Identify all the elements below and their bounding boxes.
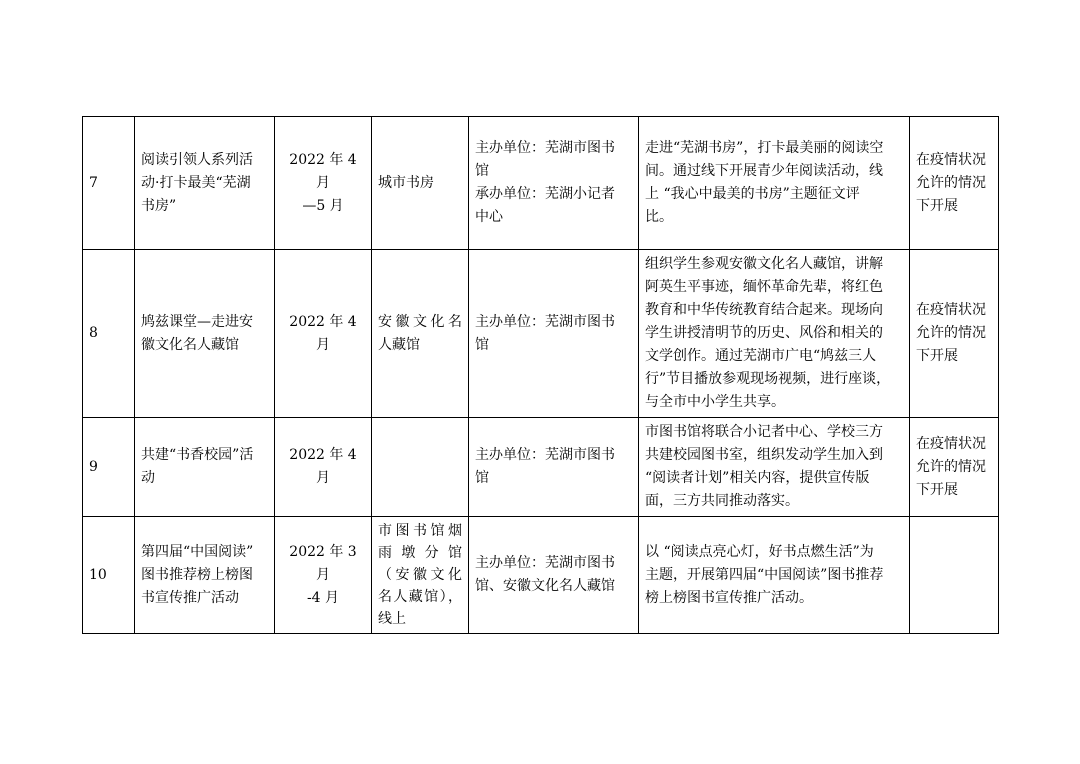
remark-line: 下开展 xyxy=(916,197,958,214)
content-line: 行”节目播放参观现场视频，进行座谈， xyxy=(645,371,891,387)
table-row xyxy=(83,517,999,634)
activity-time xyxy=(275,117,372,250)
content-line: 面，三方共同推动落实。 xyxy=(645,493,799,509)
content-line: 比。 xyxy=(645,209,673,225)
activity-time-line: -4 月 xyxy=(306,589,340,606)
content-line: 榜上榜图书宣传推广活动。 xyxy=(645,589,813,606)
remark-line: 允许的情况 xyxy=(916,325,986,341)
activity-remark xyxy=(910,517,999,634)
activity-content xyxy=(639,418,910,517)
activity-name xyxy=(135,517,275,634)
content-line: 间。通过线下开展青少年阅读活动，线 xyxy=(645,163,883,179)
content-line: 共建校园图书室，组织发动学生加入到 xyxy=(645,447,883,463)
activity-remark xyxy=(910,250,999,418)
table-row xyxy=(83,418,999,517)
activity-time-line: 2022 年 4 月 xyxy=(289,447,357,486)
activity-place-line: 雨 墩 分 馆 xyxy=(378,545,462,561)
activity-place xyxy=(372,418,469,517)
activity-name xyxy=(135,250,275,418)
content-line: 阿英生平事迹，缅怀革命先辈，将红色 xyxy=(645,279,883,295)
activity-name xyxy=(135,418,275,517)
remark-line: 在疫情状况 xyxy=(916,151,986,168)
activity-remark xyxy=(910,117,999,250)
content-line: 市图书馆将联合小记者中心、学校三方 xyxy=(645,424,883,440)
activity-organizer xyxy=(469,117,639,250)
activity-place xyxy=(372,517,469,634)
activity-name-line: 第四届“中国阅读” xyxy=(141,543,254,560)
content-line: 以 “阅读点亮心灯，好书点燃生活”为 xyxy=(645,543,874,560)
activity-content xyxy=(639,250,910,418)
organizer-line: 主办单位：芜湖市图书 xyxy=(475,555,615,571)
remark-line: 在疫情状况 xyxy=(916,302,986,318)
row-number: 9 xyxy=(83,418,135,517)
content-line: 主题，开展第四届“中国阅读”图书推荐 xyxy=(645,566,884,583)
organizer-line: 馆、安徽文化名人藏馆 xyxy=(475,578,615,594)
activity-name-line: 动·打卡最美“芜湖 xyxy=(141,174,251,191)
remark-line: 在疫情状况 xyxy=(916,435,986,452)
activity-table xyxy=(82,116,999,634)
table-row xyxy=(83,250,999,418)
activity-place xyxy=(372,117,469,250)
row-number: 8 xyxy=(83,250,135,418)
activity-name-line: 徽文化名人藏馆 xyxy=(141,336,239,353)
activity-place-line: 线上 xyxy=(378,611,406,627)
activity-place-line: 安徽文化名 xyxy=(378,313,462,330)
remark-line: 下开展 xyxy=(916,348,958,364)
activity-time-line: 2022 年 4 月 xyxy=(289,151,357,191)
content-line: 组织学生参观安徽文化名人藏馆，讲解 xyxy=(645,256,883,272)
organizer-line: 主办单位：芜湖市图书 xyxy=(475,140,615,156)
activity-content xyxy=(639,117,910,250)
activity-name-line: 书房” xyxy=(141,197,177,214)
activity-place xyxy=(372,250,469,418)
activity-place-line: 人藏馆 xyxy=(378,336,420,353)
row-number: 7 xyxy=(83,117,135,250)
activity-name-line: 图书推荐榜上榜图 xyxy=(141,566,253,583)
activity-place-line: 城市书房 xyxy=(378,174,434,191)
activity-time-line: 2022 年 4 月 xyxy=(289,313,357,353)
activity-time-line: —5 月 xyxy=(302,197,344,214)
organizer-line: 馆 xyxy=(475,336,489,353)
activity-organizer xyxy=(469,418,639,517)
activity-time xyxy=(275,250,372,418)
content-line: 教育和中华传统教育结合起来。现场向 xyxy=(645,302,883,318)
content-line: 走进“芜湖书房”，打卡最美丽的阅读空 xyxy=(645,140,884,156)
activity-name xyxy=(135,117,275,250)
content-line: 学生讲授清明节的历史、风俗和相关的 xyxy=(645,325,883,341)
content-line: 与全市中小学生共享。 xyxy=(645,394,785,410)
activity-time xyxy=(275,517,372,634)
activity-place-line: （安徽文化 xyxy=(378,567,462,583)
activity-content xyxy=(639,517,910,634)
activity-name-line: 鸠兹课堂—走进安 xyxy=(141,313,253,330)
remark-line: 允许的情况 xyxy=(916,458,986,475)
activity-place-line: 名人藏馆）， xyxy=(378,589,462,605)
row-number: 10 xyxy=(83,517,135,634)
activity-name-line: 动 xyxy=(141,470,155,486)
content-line: “阅读者计划”相关内容，提供宣传版 xyxy=(645,470,870,486)
organizer-line: 承办单位：芜湖小记者 xyxy=(475,186,615,202)
activity-name-line: 共建“书香校园”活 xyxy=(141,447,254,463)
activity-place-line: 市图书馆烟 xyxy=(378,523,462,539)
organizer-line: 主办单位：芜湖市图书 xyxy=(475,313,615,330)
organizer-line: 馆 xyxy=(475,470,489,486)
activity-name-line: 书宣传推广活动 xyxy=(141,589,239,606)
organizer-line: 主办单位：芜湖市图书 xyxy=(475,447,615,463)
remark-line: 下开展 xyxy=(916,481,958,498)
activity-time xyxy=(275,418,372,517)
activity-remark xyxy=(910,418,999,517)
activity-name-line: 阅读引领人系列活 xyxy=(141,151,253,168)
organizer-line: 中心 xyxy=(475,209,503,225)
table-row xyxy=(83,117,999,250)
activity-time-line: 2022 年 3 月 xyxy=(289,543,357,583)
activity-organizer xyxy=(469,250,639,418)
remark-line: 允许的情况 xyxy=(916,174,986,191)
activity-organizer xyxy=(469,517,639,634)
content-line: 文学创作。通过芜湖市广电“鸠兹三人 xyxy=(645,348,877,364)
organizer-line: 馆 xyxy=(475,163,489,179)
content-line: 上 “我心中最美的书房”主题征文评 xyxy=(645,186,860,202)
